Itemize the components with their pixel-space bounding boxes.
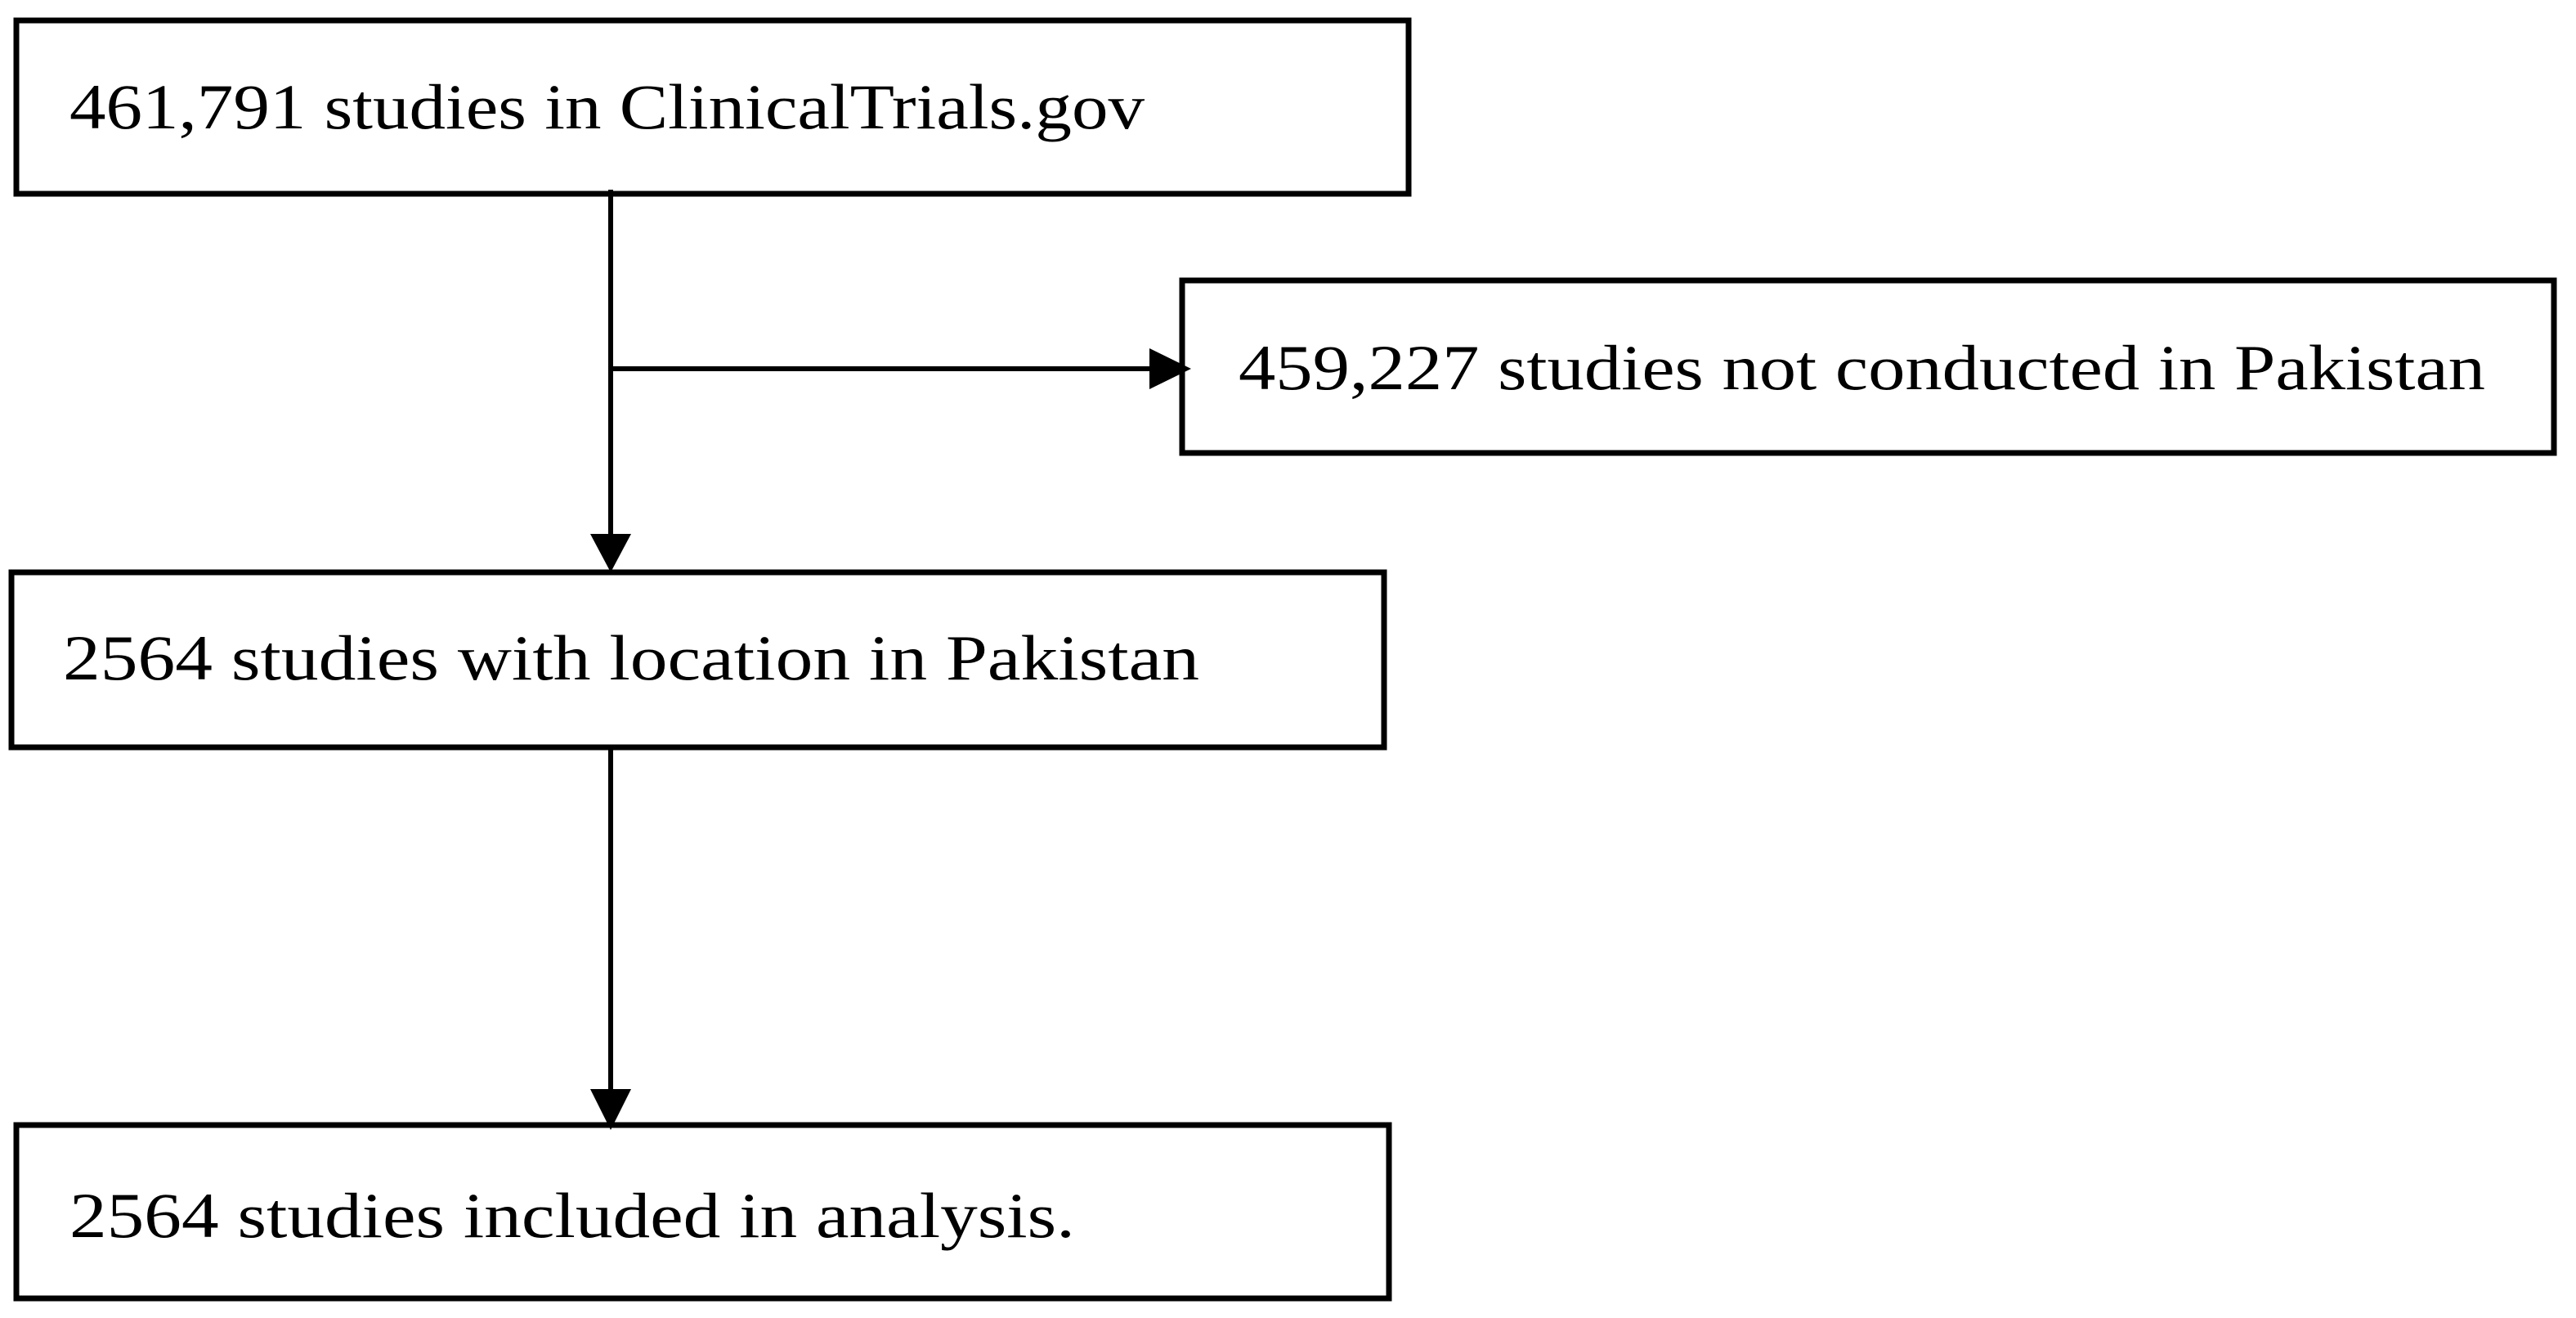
edge-total-to-excluded	[611, 348, 1191, 389]
edge-pakistan-to-included	[590, 747, 631, 1130]
node-included-studies	[16, 1125, 1389, 1298]
edge-total-to-pakistan	[590, 190, 631, 572]
node-included-label: 2564 studies included in analysis.	[69, 1180, 1075, 1251]
node-pakistan-label: 2564 studies with location in Pakistan	[63, 622, 1199, 693]
arrowhead-down-icon	[590, 534, 631, 572]
node-pakistan-studies	[11, 572, 1384, 747]
node-excluded-label: 459,227 studies not conducted in Pakistan	[1239, 332, 2485, 403]
node-total-label: 461,791 studies in ClinicalTrials.gov	[69, 71, 1145, 142]
node-total-studies	[16, 20, 1409, 194]
node-excluded-studies	[1182, 280, 2554, 453]
